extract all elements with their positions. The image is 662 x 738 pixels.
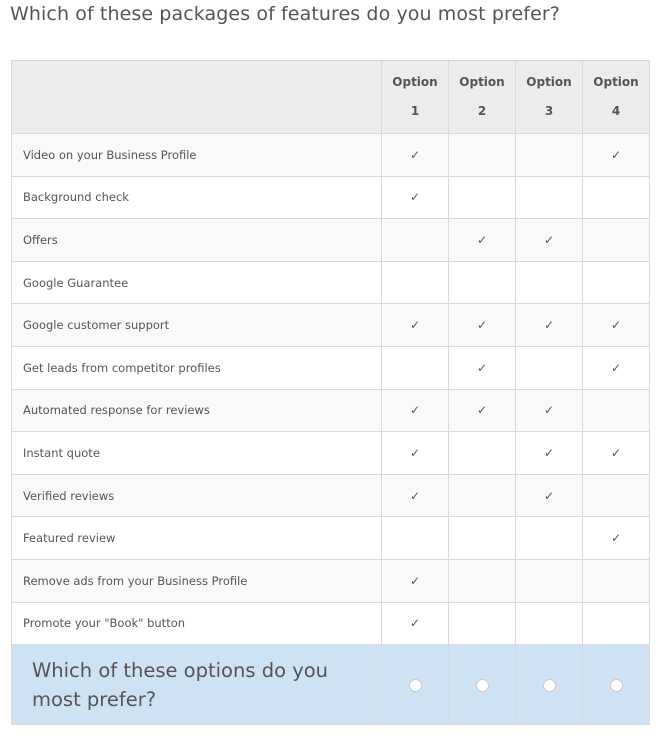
check-icon: ✓ [449,346,516,389]
empty-cell [516,176,583,219]
empty-cell [449,176,516,219]
feature-label: Featured review [12,517,382,560]
feature-row [12,134,650,177]
empty-cell [449,134,516,177]
check-icon: ✓ [583,432,650,475]
empty-cell [449,559,516,602]
empty-cell [382,261,449,304]
check-icon: ✓ [382,176,449,219]
empty-cell [583,219,650,262]
check-icon: ✓ [516,389,583,432]
feature-row [12,176,650,219]
feature-label: Google Guarantee [12,261,382,304]
feature-row [12,474,650,517]
empty-cell [583,474,650,517]
option-4-radio-cell [583,645,650,725]
option-3-radio[interactable] [543,679,556,692]
check-icon: ✓ [382,134,449,177]
check-icon: ✓ [583,134,650,177]
option-number: 1 [410,104,420,118]
feature-label: Verified reviews [12,474,382,517]
question-title: Which of these packages of features do you most prefer? [10,3,560,25]
feature-label: Promote your "Book" button [12,602,382,645]
option-2-radio[interactable] [476,679,489,692]
feature-row [12,602,650,645]
empty-cell [516,517,583,560]
option-1-radio[interactable] [409,679,422,692]
empty-cell [382,517,449,560]
answer-row [12,645,650,725]
empty-cell [516,602,583,645]
feature-label: Background check [12,176,382,219]
empty-cell [382,219,449,262]
empty-cell [516,346,583,389]
option-number: 2 [477,104,487,118]
feature-comparison-table [11,60,650,725]
option-3-radio-cell [516,645,583,725]
answer-label-line-1: Which of these options do you [32,658,329,682]
check-icon: ✓ [449,389,516,432]
empty-cell [449,261,516,304]
feature-label: Remove ads from your Business Profile [12,559,382,602]
check-icon: ✓ [516,304,583,347]
feature-row [12,517,650,560]
feature-row [12,304,650,347]
check-icon: ✓ [583,304,650,347]
check-icon: ✓ [382,304,449,347]
check-icon: ✓ [516,432,583,475]
option-label: Option [526,75,572,89]
empty-cell [583,559,650,602]
option-label: Option [392,75,438,89]
option-4-radio[interactable] [610,679,623,692]
feature-rows [12,134,650,645]
check-icon: ✓ [516,219,583,262]
feature-label: Video on your Business Profile [12,134,382,177]
option-number: 4 [611,104,621,118]
check-icon: ✓ [382,474,449,517]
feature-row [12,432,650,475]
check-icon: ✓ [449,304,516,347]
feature-label: Automated response for reviews [12,389,382,432]
option-3-header [516,61,583,134]
check-icon: ✓ [449,219,516,262]
check-icon: ✓ [382,389,449,432]
option-1-radio-cell [382,645,449,725]
feature-label: Google customer support [12,304,382,347]
feature-row [12,219,650,262]
feature-row [12,346,650,389]
feature-label: Offers [12,219,382,262]
option-number: 3 [544,104,554,118]
option-2-header [449,61,516,134]
check-icon: ✓ [382,432,449,475]
option-label: Option [593,75,639,89]
check-icon: ✓ [583,346,650,389]
empty-cell [449,517,516,560]
empty-cell [449,474,516,517]
empty-cell [449,432,516,475]
header-corner-cell [12,61,382,134]
option-2-radio-cell [449,645,516,725]
empty-cell [516,134,583,177]
empty-cell [449,602,516,645]
empty-cell [583,176,650,219]
check-icon: ✓ [583,517,650,560]
feature-label: Instant quote [12,432,382,475]
header-row [12,61,650,134]
empty-cell [583,602,650,645]
feature-row [12,261,650,304]
empty-cell [583,261,650,304]
check-icon: ✓ [382,602,449,645]
answer-label-line-2: most prefer? [32,687,157,711]
check-icon: ✓ [382,559,449,602]
empty-cell [382,346,449,389]
option-1-header [382,61,449,134]
answer-row-label [12,645,382,725]
check-icon: ✓ [516,474,583,517]
option-label: Option [459,75,505,89]
feature-label: Get leads from competitor profiles [12,346,382,389]
feature-row [12,559,650,602]
empty-cell [516,261,583,304]
empty-cell [516,559,583,602]
option-4-header [583,61,650,134]
empty-cell [583,389,650,432]
feature-row [12,389,650,432]
